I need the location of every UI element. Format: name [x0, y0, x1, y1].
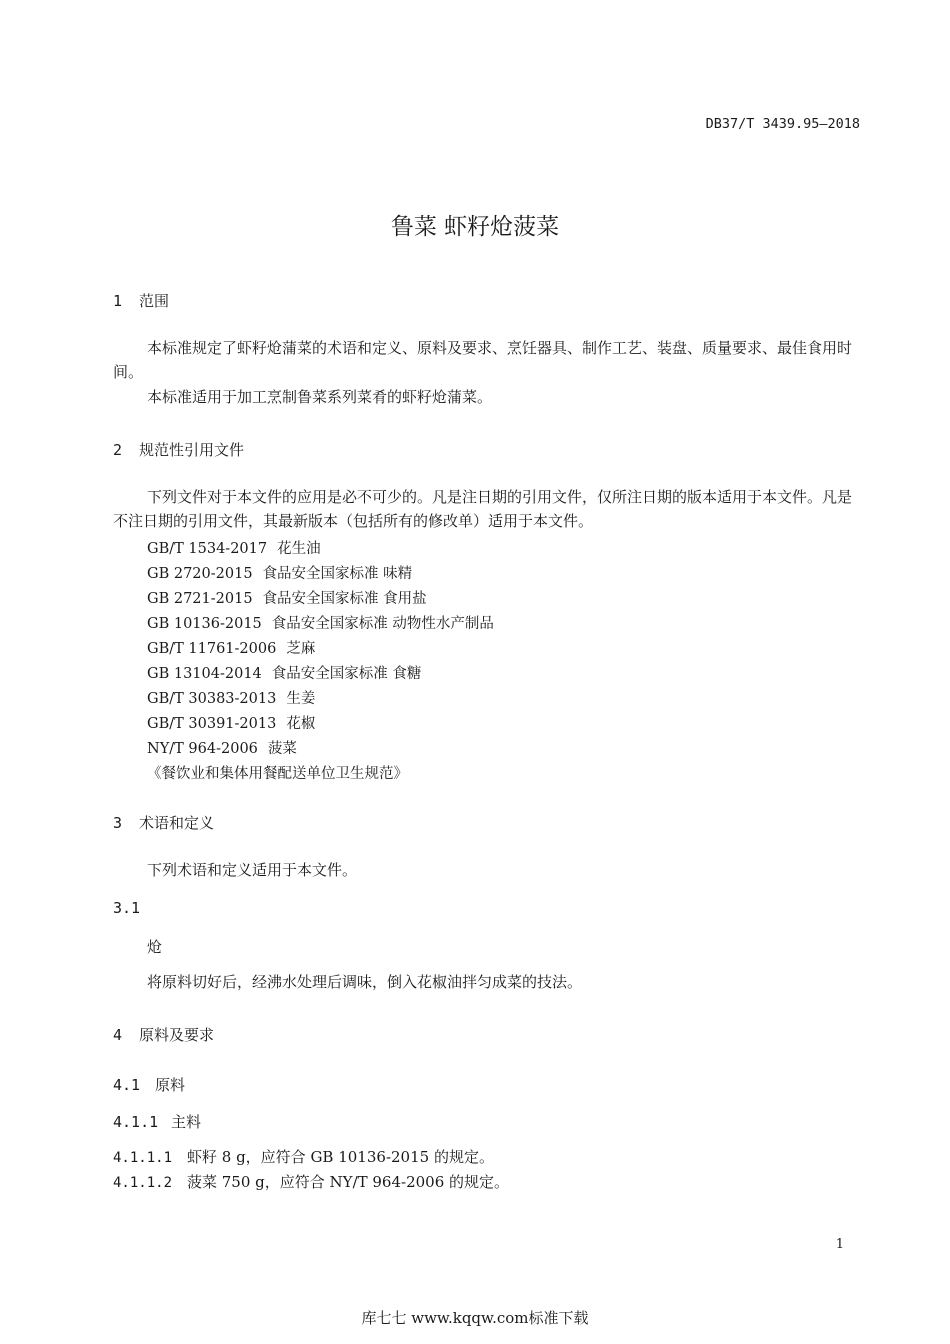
reference-code: GB/T 30391-2013 [147, 716, 277, 732]
section-3-title: 术语和定义 [139, 814, 215, 832]
reference-item [147, 712, 315, 733]
section-1-paragraph-1: 本标准规定了虾籽炝蒲菜的术语和定义、原料及要求、烹饪器具、制作工艺、装盘、质量要求、最佳食用时间。 [113, 339, 853, 381]
reference-item [147, 737, 297, 758]
reference-name: 食品安全国家标准 食糖 [271, 666, 422, 682]
reference-code: GB 10136-2015 [147, 616, 262, 632]
ingredient-text: 虾籽 8 g，应符合 GB 10136-2015 的规定。 [187, 1148, 494, 1166]
document-code: DB37/T 3439.95—2018 [705, 116, 860, 132]
reference-code: GB/T 11761-2006 [147, 641, 277, 657]
section-3-1-number [113, 899, 155, 917]
reference-code: GB 13104-2014 [147, 666, 262, 682]
reference-item [147, 587, 427, 608]
reference-item [147, 637, 315, 658]
term-definition: 将原料切好后，经沸水处理后调味，倒入花椒油拌匀成菜的技法。 [147, 973, 583, 991]
section-4-1-1-number: 4.1.1 [113, 1113, 159, 1131]
reference-name: 食品安全国家标准 食用盐 [262, 591, 427, 607]
reference-item [147, 562, 412, 583]
section-4-heading [113, 1024, 214, 1045]
ingredient-number: 4.1.1.2 [113, 1175, 173, 1191]
ingredient-item [113, 1145, 494, 1170]
reference-name: 花椒 [286, 716, 316, 732]
section-2-heading [113, 439, 244, 460]
section-2-number: 2 [113, 441, 123, 459]
reference-name: 菠菜 [267, 741, 297, 757]
section-4-1-1-title: 主料 [171, 1113, 202, 1131]
reference-item [147, 612, 494, 633]
section-4-title: 原料及要求 [139, 1026, 215, 1044]
section-3-intro: 下列术语和定义适用于本文件。 [147, 861, 358, 879]
subsection-number: 3.1 [113, 899, 141, 917]
section-4-1-number: 4.1 [113, 1076, 141, 1094]
reference-code: GB 2720-2015 [147, 566, 253, 582]
section-1-number: 1 [113, 292, 123, 310]
section-1-heading [113, 290, 169, 311]
reference-code: GB/T 30383-2013 [147, 691, 277, 707]
ingredient-number: 4.1.1.1 [113, 1150, 173, 1166]
section-3-number: 3 [113, 814, 123, 832]
reference-code: NY/T 964-2006 [147, 741, 258, 757]
ingredient-text: 菠菜 750 g，应符合 NY/T 964-2006 的规定。 [187, 1173, 510, 1191]
section-4-number: 4 [113, 1026, 123, 1044]
reference-name: 生姜 [286, 691, 316, 707]
ingredient-item [113, 1170, 509, 1195]
reference-code: GB/T 1534-2017 [147, 541, 268, 557]
reference-name: 食品安全国家标准 味精 [262, 566, 413, 582]
section-2-title: 规范性引用文件 [139, 441, 245, 459]
reference-item [147, 537, 321, 558]
section-2-intro: 下列文件对于本文件的应用是必不可少的。凡是注日期的引用文件，仅所注日期的版本适用于本文件。凡是不注日期的引用文件，其最新版本（包括所有的修改单）适用于本文件。 [113, 488, 853, 530]
reference-item-regulation: 《餐饮业和集体用餐配送单位卫生规范》 [147, 766, 408, 782]
section-3-heading [113, 812, 214, 833]
reference-name: 花生油 [277, 541, 321, 557]
footer-watermark: 库七七 www.kqqw.com标准下载 [361, 1309, 589, 1327]
reference-name: 食品安全国家标准 动物性水产制品 [271, 616, 494, 632]
page-number: 1 [835, 1237, 844, 1252]
section-4-1-1-heading [113, 1111, 201, 1132]
reference-name: 芝麻 [286, 641, 316, 657]
section-4-1-title: 原料 [155, 1076, 186, 1094]
reference-code: GB 2721-2015 [147, 591, 253, 607]
section-1-title: 范围 [139, 292, 170, 310]
reference-item [147, 687, 315, 708]
section-1-paragraph-2: 本标准适用于加工烹制鲁菜系列菜肴的虾籽炝蒲菜。 [147, 388, 493, 406]
reference-item [147, 662, 421, 683]
section-4-1-heading [113, 1074, 185, 1095]
document-title: 鲁菜 虾籽炝菠菜 [390, 214, 560, 240]
term: 炝 [147, 938, 163, 956]
